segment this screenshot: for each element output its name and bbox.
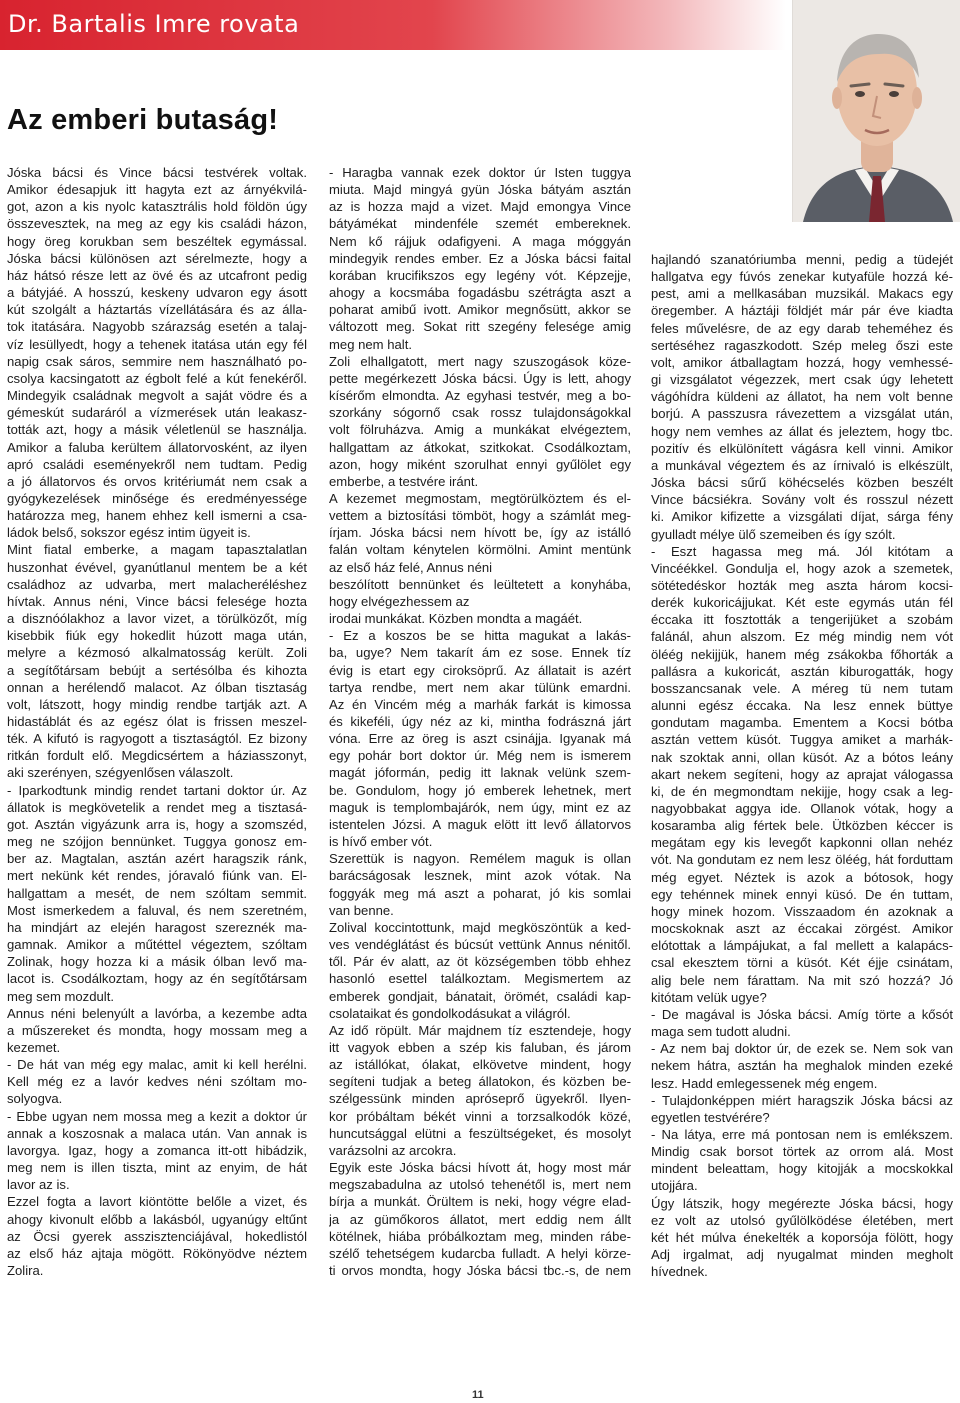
text-line: ha mindjárt az elején haragost szereznék ma- — [7, 919, 307, 935]
text-line: alunni egész éccaka. Na lesz ennek büttye — [651, 698, 953, 714]
text-line: onnan a herélendő malacot. Az ólban tisztaság — [7, 679, 307, 695]
text-line: lavorgya. Igaz, hogy a zomanca itt-ott hibádzik, — [7, 1142, 307, 1158]
text-line: nekem hátra, asztán ha meghalok minden ezeké — [651, 1058, 953, 1074]
text-line: segíteni tudjak a beteg állatokon, és közben be- — [329, 1074, 631, 1090]
text-line: hasonló esettel találkoztam. Megismertem az — [329, 971, 631, 987]
text-line: melyre a kézmosó alkalmatosság került. Zoli — [7, 645, 307, 661]
text-line: foggyák meg má aszt a poharat, jó kis somlai — [329, 885, 631, 901]
text-line: volt, amikor átballagtam hozzá, hogy vemhessé- — [651, 354, 953, 370]
text-line: van benne. — [329, 902, 394, 918]
text-line: asztán vettem küsót. Tuggya amiket a marhák- — [651, 732, 953, 748]
text-line: ki, de én megmondtam nekijje, hogy csak a leg- — [651, 783, 953, 799]
text-line: lavor az is. — [7, 1177, 70, 1193]
text-line: hallgattam az átkokat, szitkokat. Csodálkoztam, — [329, 439, 631, 455]
text-line: a műszereket és mondta, hogy mossam meg a — [7, 1022, 307, 1038]
text-line: Úgy látszik, hogy megérezte Jóska bácsi, hogy — [651, 1195, 953, 1211]
text-line: beszólított bennünket és leültetett a konyhába, — [329, 576, 631, 592]
text-line: még egyet. Néztek is azok a bótosok, hogy — [651, 869, 953, 885]
text-line: ház hátsó része lett az övé és az utcafront pedig — [7, 267, 307, 283]
text-line: huszonhat évével, gyanútlanul mentem be a két — [7, 559, 307, 575]
text-line: Jóska bácsi sűrű köhécselés közben beszélt — [651, 475, 953, 491]
text-line: az Öcsi gyerek asszisztenciájával, hokedlistól — [7, 1228, 307, 1244]
text-line: Kell még ez a lavór kedves néni szóltam mo- — [7, 1074, 307, 1090]
text-line: meg nem halt. — [329, 336, 412, 352]
text-line: napig csak sáros, semmire nem használható po- — [7, 353, 307, 369]
text-line: kisebbik fiúk egy hokedlit húzott maga után, — [7, 628, 307, 644]
text-line: Vincéékkel. Gondulja el, hogy azok a szemetek, — [651, 560, 953, 576]
text-line: Zolira. — [7, 1263, 44, 1278]
text-line: két hét múlva énekelték a koporsója fölött, hogy — [651, 1229, 953, 1245]
text-line: barácságosak lesznek, mint azok vótak. Na — [329, 868, 631, 884]
text-line: Zolival koccintottunk, majd megköszöntük a ked- — [329, 919, 631, 935]
text-line: hívednek. — [651, 1264, 708, 1280]
text-line: pest, ami a mellkasában muzsikál. Makacs egy — [651, 286, 953, 302]
text-line: alig bele nem fárattam. Na mit szó hozzá? Jó — [651, 972, 953, 988]
text-line: Vince bácsiékra. Sovány volt és rosszul nézett — [651, 492, 953, 508]
text-line: a jó állatorvos és orvos kritériumát nem csak a — [7, 473, 307, 489]
text-line: változott meg. Sokat ritt szegény felesége amig — [329, 319, 631, 335]
text-line: megátam egy kis levegőt kapkonni ollan nehéz — [651, 835, 953, 851]
text-line: Nem kő rájjuk odafigyeni. A maga móggyán — [329, 233, 631, 249]
text-line: az is hozza majd a vizet. Majd emongya Vince — [329, 199, 631, 215]
text-line: víz lesüllyedt, hogy a tehenek itatása után egy fél — [7, 336, 307, 352]
text-line: - Eszt hagassa meg má. Jól kitótam a — [651, 543, 953, 559]
text-line: öregember. A háztáji földjét már pár éve kiadta — [651, 303, 953, 319]
text-line: megszabadulna az utolsó tehenétől is, mert nem — [329, 1177, 631, 1193]
text-line: Szerettük is nagyon. Remélem maguk is ollan — [329, 851, 631, 867]
text-line: Mindegyik családnak megvolt a saját vödre és a — [7, 388, 307, 404]
text-line: itt vagyok ebben a szép kis faluban, és járom — [329, 1039, 631, 1055]
text-line: hogy nem vemhes az állat és jeleztem, hogy tbc. — [651, 423, 953, 439]
text-line: Annus néni belenyúlt a lavórba, a kezembe adta — [7, 1005, 307, 1021]
text-line: mocskoknak aszt az éccakai zörgést. Amikor — [651, 921, 953, 937]
text-line: mert nekünk két rendes, jóravaló fiúnk van. El- — [7, 868, 307, 884]
text-line: Egyik este Jóska bácsi hívott át, hogy most már — [329, 1160, 631, 1176]
text-line: írjam. Jóska bácsi nem hívott be, így az istálló — [329, 525, 631, 541]
text-line: szélgessünk minden apróseprő ügyekről. Ilyen- — [329, 1091, 631, 1107]
text-line: csolataikat és gondolkodásukat a világról. — [329, 1005, 571, 1021]
text-line: huncutsággal elütni a feszültségeket, és mosolyt — [329, 1125, 631, 1141]
text-line: Most ismerkedem a faluval, és nem szeretném, — [7, 902, 307, 918]
text-line: meg ne szójjon bennünket. Tuggya gonosz em- — [7, 834, 307, 850]
text-line: vóna. Erre az öreg is aszt csinájja. Igyanak má — [329, 731, 631, 747]
text-line: nak szoktak anni, ollan küsót. Az a bótos leány — [651, 749, 953, 765]
text-line: nagyobbakat aggya ide. Ollanok vótak, hogy a — [651, 801, 953, 816]
text-line: Mint fiatal emberke, a magam tapasztalatlan — [7, 542, 307, 558]
text-line: határozza meg, hanem ehhez kell ismerni a csa- — [7, 508, 307, 524]
text-line: Zolinak, hogy hozza ki a másik ólban levő ma- — [7, 954, 307, 970]
text-line: Zoli elhallgatott, mert nagy szuszogások köze- — [329, 353, 631, 369]
text-line: szélő tehetségem kudarcba fulladt. A helyi körze- — [329, 1245, 631, 1261]
text-line: elótottak a lámpájukat, a fal mellett a kalapács- — [651, 938, 953, 954]
text-line: irodai munkákat. Közben mondta a magáét. — [329, 611, 583, 627]
text-line: hívtak. Annus néni, Vince bácsi felesége hozta — [7, 593, 307, 609]
text-line: Az én Vincém még a marhák farkát is kimossa — [329, 696, 631, 712]
text-line: kosaramba alig fértek bele. Ütközben kéccer is — [651, 818, 953, 834]
text-line: Ezzel fogta a lavort kiöntötte belőle a vizet, és — [7, 1194, 307, 1210]
article-column-1 — [7, 164, 307, 1279]
text-line: maguk is templombajárók, nem úgy, mint ez az — [329, 799, 631, 815]
text-line: volt, látszott, hogy mindig rendbe tartják azt. A — [7, 696, 307, 712]
text-line: apró családi eseményekről nem tudtam. Pedig — [7, 456, 307, 472]
text-line: be. Gondulom, hogy jó emberek lehetnek, mert — [329, 782, 631, 798]
text-line: hallgattam a mesét, de nem szóltam semmit. — [7, 885, 307, 901]
text-line: öléég nekijjük, hanem még zsákokba főhorták a — [651, 646, 953, 662]
text-line: mindegyik rendes ember. Ez a Jóska bácsi faital — [329, 250, 631, 266]
text-line: kísérőm elmondta. Az egyhasi testvér, meg a bo- — [329, 388, 631, 404]
text-line: hidastáblát és az egész ólat is frissen meszel- — [7, 714, 307, 729]
text-line: családhoz az udvarba, mert malacheréléshez — [7, 576, 307, 592]
text-line: gondutam magamba. Ementem a Kocsi bótba — [651, 715, 953, 731]
text-line: derék kukoricájjukat. Két este egymás után fél — [651, 595, 953, 611]
text-line: - Na látya, erre má pontosan nem is emlékszem. — [651, 1126, 953, 1142]
text-line: poharat amibű ivott. Amikor megnősütt, akkor se — [329, 302, 631, 318]
text-line: aki szerényen, szégyenlősen válaszolt. — [7, 765, 234, 781]
text-line: miuta. Majd mingyá gyün Jóska bátyám asztán — [329, 182, 631, 198]
text-line: ritkán fordult elő. Megdicsértem a háziasszonyt, — [7, 748, 307, 764]
text-line: A kezemet megmostam, megtörülköztem és el- — [329, 490, 631, 506]
text-line: hogy minek hozom. Visszaadom én azoknak a — [651, 903, 953, 919]
text-line: tották azt, hogy a másik véletlenül se használja. — [7, 422, 307, 438]
article-column-3 — [651, 251, 953, 1280]
text-line: ba, ugye? Nem takarít ám ez sose. Ennek tíz — [329, 645, 631, 661]
text-line: ja az gümőkoros állatot, mert eddig nem állt — [329, 1211, 631, 1227]
text-line: azon, hogy miként szorulhat ennyi gyűlölet egy — [329, 456, 631, 472]
author-portrait-illustration — [793, 0, 960, 222]
text-line: gamnak. Amikor a műtéttel végeztem, szóltam — [7, 937, 307, 953]
text-line: is hívő ember vót. — [329, 834, 433, 850]
text-line: korában krucifikszos egy legény vót. Képzejje, — [329, 267, 631, 283]
text-line: kötélnek, hiába próbálkoztam meg, minden rábe- — [329, 1228, 631, 1244]
text-line: feles művelésre, de az egy darab teheméhez és — [651, 320, 953, 336]
text-line: meg sem mozdult. — [7, 988, 114, 1004]
text-line: gyulladt mélye ülő szemeiben és így szólt. — [651, 526, 896, 542]
text-line: kitótam velük ugye? — [651, 989, 767, 1005]
text-line: ki. Amikor kifizette a vizsgálati díjat, sárga fény — [651, 509, 953, 525]
text-line: lesz. Hadd emlegessenek még engem. — [651, 1075, 878, 1091]
text-line: bátyámékat mindenféle szemét embereknek. — [329, 216, 631, 232]
text-line: pette megérkezett Jóska bácsi. Úgy is lett, ahogy — [329, 370, 631, 386]
text-line: a disznóólakhoz a lavor vizet, a törülközőt, míg — [7, 611, 307, 627]
text-line: emberbe, a testvére iránt. — [329, 473, 479, 489]
page-number: 11 — [472, 1389, 484, 1401]
text-line: - Haragba vannak ezek doktor úr Isten tuggya — [329, 165, 631, 180]
text-line: és kikeféli, úgy néz az ki, mintha fodrászná járt — [329, 714, 631, 729]
text-line: gi vizsgálatot végezzek, mert csak úgy lehetett — [651, 372, 953, 388]
text-line: - Tulajdonképpen miért haragszik Jóska bácsi az — [651, 1092, 953, 1108]
article-title: Az emberi butaság! — [7, 104, 279, 136]
text-line: solyogva. — [7, 1091, 63, 1107]
text-line: ahogy a kocsmába fogadásbu szétrágta aszt a — [329, 285, 631, 301]
text-line: csal ekesztem törni a küsót. Két éjje csinátam, — [651, 955, 953, 971]
text-line: állatok is megkövetelik a rendet meg a tisztasá- — [7, 799, 307, 815]
text-line: kút szolgált a háztartás vízellátására és az álla- — [7, 302, 307, 318]
text-line: got. Asztán vigyázunk arra is, hogy a szomszéd, — [7, 816, 307, 832]
text-line: vót. Na gondutam ez nem lesz öléég, hát forduttam — [651, 852, 953, 868]
text-line: mindent beleattam, hogy kitojják a mocskokkal — [651, 1161, 953, 1177]
text-line: az első ház ajtaja mögött. Rökönyödve néztem — [7, 1245, 307, 1261]
text-line: Adj irgalmat, adj nyugalmat minden megholt — [651, 1247, 953, 1263]
text-line: hajlandó szanatóriumba menni, pedig a tüdejét — [651, 252, 953, 267]
text-line: egy tehénnek minek ennyi küsó. De én tuttam, — [651, 886, 953, 902]
text-line: tok itatására. Nagyobb szárazság esetén a talaj- — [7, 319, 307, 335]
text-line: hogy elvégezhessem az — [329, 593, 470, 609]
text-line: meg nem is illen tiszta, mint az enyim, de hát — [7, 1160, 307, 1176]
text-line: annak a koszosnak a malaca után. Van annak is — [7, 1125, 307, 1141]
text-line: varázsolni az arcokra. — [329, 1142, 457, 1158]
text-line: hogy öreg korukban sem beszéltek egymással. — [7, 233, 307, 249]
text-line: Mindig csak borsot törtek az orrom alá. Most — [651, 1144, 953, 1160]
column-name: Dr. Bartalis Imre rovata — [8, 10, 300, 38]
text-line: tartya rendbe, mert nem akar tülünk emardni. — [329, 679, 631, 695]
text-line: Amikor a faluba kerültem állatorvosként, az ilyen — [7, 439, 307, 455]
text-line: borjú. A passzusra rávezettem a vizsgálat után, — [651, 406, 953, 422]
author-portrait — [792, 0, 960, 222]
text-line: - De hát van még egy malac, amit ki kell herélni. — [7, 1057, 307, 1073]
text-line: Jóska bácsi és Vince bácsi testvérek voltak. — [7, 165, 307, 180]
text-line: magát jóformán, pedig itt laknak velünk szem- — [329, 765, 631, 781]
text-line: a segítőtársam bebújt a sertésólba és kihozta — [7, 662, 307, 678]
text-line: pozitív és elkülönített vágásra kell vinni. Amikor — [651, 440, 953, 456]
text-line: gyógykezelések minősége és eredményessége — [7, 490, 307, 506]
text-line: Jóska bácsi különösen azt sérelmezte, hogy a — [7, 250, 307, 266]
text-line: ahogy kivonult előbb a lakásból, ugyanúgy eltűnt — [7, 1211, 307, 1227]
text-line: bosszancsanak vele. A méreg tü nem tutam — [651, 680, 953, 696]
text-line: istentelen Józsi. A maguk elött itt levő állatorvos — [329, 816, 631, 832]
text-line: egyetlen testvérére? — [651, 1109, 770, 1125]
text-line: bírja a munkát. Örültem is neki, hogy végre elad- — [329, 1194, 631, 1210]
text-line: sötétedéskor hozták meg aszta három kocsi- — [651, 577, 953, 593]
text-line: got, azon a kis nyolc katasztrális hold földön úgy — [7, 199, 307, 215]
text-line: sertéséhez ragaszkodott. Szép meleg őszi este — [651, 337, 953, 353]
text-line: a munkával végeztem és az írnivaló is elkészült, — [651, 457, 953, 473]
text-line: kezemet. — [7, 1039, 61, 1055]
text-line: től. Pár év alatt, az öt községemben több ehhez — [329, 954, 631, 970]
text-line: falán voltam kénytelen körmölni. Amint mentünk — [329, 542, 631, 558]
text-line: kor próbáltam békét vinni a torzsalkodók közé, — [329, 1108, 631, 1124]
text-line: egy pohár bort doktor úr. Még nem is ismerem — [329, 748, 631, 764]
text-line: Az idő röpült. Már majdnem tíz esztendeje, hogy — [329, 1022, 631, 1038]
text-line: ves vendéglátást és búcsút vettünk Annus nénitől. — [329, 937, 631, 953]
text-line: emberek gondjait, bánatait, örömét, családi kap- — [329, 988, 631, 1004]
text-line: - Az nem baj doktor úr, de ezek se. Nem sok van — [651, 1041, 953, 1057]
text-line: gémeskút sudaráról a vízmerések után leakasz- — [7, 405, 307, 421]
text-line: - Ez a koszos be se hitta magukat a lakás- — [329, 628, 631, 644]
text-line: akart nekem segíteni, hogy az aprajat válogassa — [651, 766, 953, 782]
column-header-bar — [0, 0, 786, 50]
text-line: az első ház felé, Annus néni — [329, 559, 493, 575]
text-line: maga sem tudott aludni. — [651, 1024, 791, 1040]
text-line: ládok belső, sokszor egész intim ügyeit is. — [7, 525, 251, 541]
text-line: éccaka itt fosztották a tengerijüket a szobám — [651, 612, 953, 628]
text-line: pallásra a kukoricát, asztán kiburogatták, hogy — [651, 663, 953, 679]
text-line: ték. A kifutó is ragyogott a tisztaságtól. Ez bizony — [7, 731, 307, 747]
text-line: összevesztek, na meg az egy kis családi házon, — [7, 216, 307, 232]
text-line: vettem a biztosítási tömböt, hogy a számlát meg- — [329, 508, 631, 524]
text-line: - Iparkodtunk mindig rendet tartani doktor úr. Az — [7, 782, 307, 798]
text-line: a bátyjáé. A hosszú, keskeny udvaron egy ásott — [7, 285, 307, 301]
text-line: évig is etart egy ciroksöprű. Az állatait is azért — [329, 662, 631, 678]
text-line: utojjára. — [651, 1178, 698, 1194]
text-line: falánál, ahun alszom. Ez még mindig nem vót — [651, 629, 953, 645]
text-line: hallgatva egy fúvós zenekar kutyafüle hozzá ké- — [651, 269, 953, 285]
text-line: szorkány sógornő csak rossz tulajdonságokkal — [329, 405, 631, 421]
text-line: volt fölruházva. Amig a munkákat elvégeztem, — [329, 422, 631, 438]
text-line: ti orvos mondta, hogy Jóska bácsi tbc.-s, de nem — [329, 1263, 631, 1278]
text-line: csolya kacsingatott az égbolt felé a kút fenekéről. — [7, 370, 307, 386]
text-line: lacot is. Csodálkoztam, hogy az én segítőtársam — [7, 971, 307, 987]
article-column-2 — [329, 164, 631, 1279]
text-line: ez volt az utolsó gyűlölködése életében, mert — [651, 1212, 953, 1228]
text-line: vágóhídra küldeni az állatot, ha nem volt benne — [651, 389, 953, 405]
text-line: Amikor édesapjuk itt hagyta ezt az árnyékvilá- — [7, 182, 307, 198]
text-line: az istállókat, ólakat, elkövetve mindent, hogy — [329, 1057, 631, 1073]
text-line: - Ebbe ugyan nem mossa meg a kezit a doktor úr — [7, 1108, 307, 1124]
text-line: - De magával is Jóska bácsi. Amíg törte a kősót — [651, 1006, 953, 1022]
text-line: ber az. Magtalan, asztán azért haragszik ránk, — [7, 851, 307, 867]
